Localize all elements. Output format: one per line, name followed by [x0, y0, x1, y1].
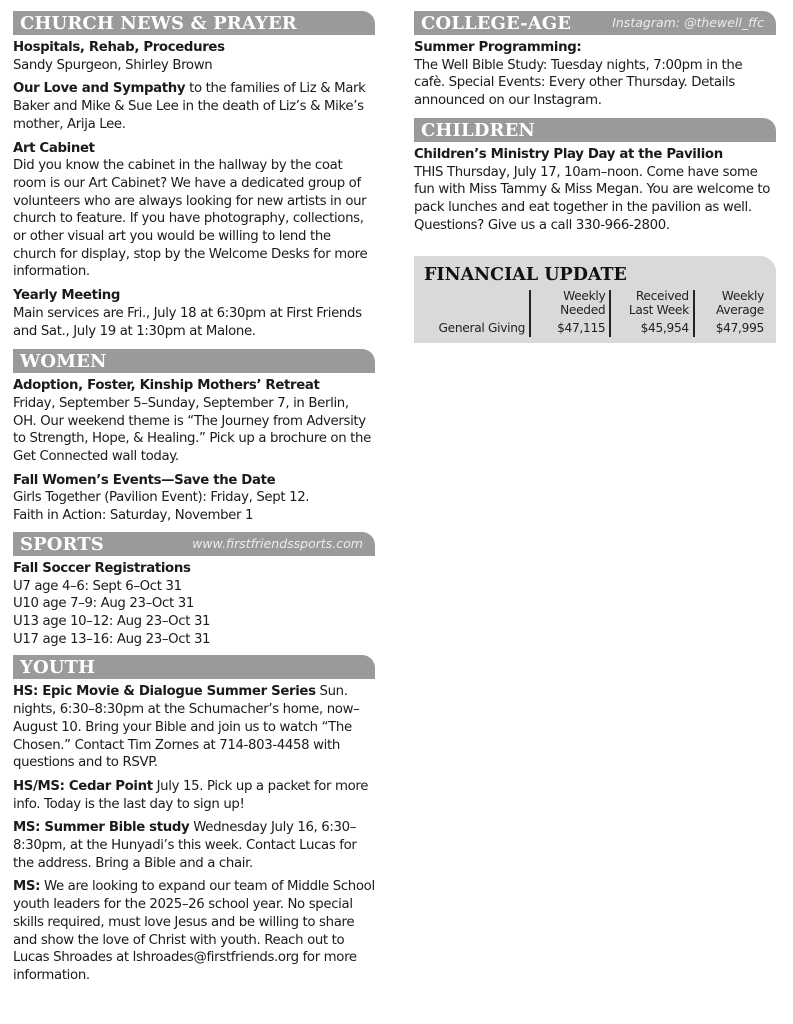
item-text — [13, 683, 375, 772]
hospitals-item — [13, 39, 375, 74]
college-age-header — [414, 11, 776, 35]
fall-events-item — [13, 472, 375, 525]
hs-movie-item — [13, 683, 375, 772]
play-day-item — [414, 146, 776, 235]
children-header — [414, 118, 776, 142]
item-title: Summer Programming: — [414, 40, 582, 55]
left-column — [13, 11, 375, 991]
item-lead: MS: Summer Bible study — [13, 820, 190, 836]
item-lead: HS/MS: Cedar Point — [13, 778, 153, 794]
list-item: U10 age 7–9: Aug 23–Oct 31 — [13, 596, 194, 612]
summer-programming-item — [414, 39, 776, 110]
youth-header — [13, 655, 375, 679]
church-news-header — [13, 11, 375, 35]
section-title: CHILDREN — [421, 119, 535, 141]
item-title: Hospitals, Rehab, Procedures — [13, 40, 225, 55]
sports-header — [13, 532, 375, 556]
column-header-received: Received Last Week — [610, 290, 694, 317]
item-lead: MS: — [13, 879, 41, 895]
item-text — [13, 878, 375, 984]
sympathy-item — [13, 80, 375, 133]
item-body: to the families of Liz & Mark Baker and Mike & Sue Lee in the death of Liz’s & Mike’s mother, Arija Lee. — [13, 81, 366, 132]
average-value: $47,995 — [694, 317, 768, 337]
item-text: Girls Together (Pavilion Event): Friday, Sept 12. — [13, 490, 310, 506]
item-text — [13, 819, 375, 872]
table-header-row — [422, 290, 768, 317]
right-column — [414, 11, 776, 343]
list-item: U7 age 4–6: Sept 6–Oct 31 — [13, 578, 182, 594]
instagram-handle: Instagram: @thewell_ffc — [612, 15, 764, 30]
sports-website-link[interactable]: www.firstfriendssports.com — [192, 535, 363, 551]
received-value: $45,954 — [610, 317, 694, 337]
item-title: Fall Soccer Registrations — [13, 560, 191, 576]
women-header — [13, 349, 375, 373]
table-row — [422, 317, 768, 337]
ms-leaders-item — [13, 878, 375, 984]
item-title: Yearly Meeting — [13, 288, 121, 304]
yearly-meeting-item — [13, 287, 375, 340]
financial-table — [422, 290, 768, 337]
item-text: Friday, September 5–Sunday, September 7, in Berlin, OH. Our weekend theme is “The Journey from Adversity to Strength, Hope, & Healing.” Pick up a brochure on the Get Connected wall today. — [13, 395, 371, 465]
row-label: General Giving — [438, 321, 526, 336]
item-text — [13, 778, 375, 813]
item-title: Adoption, Foster, Kinship Mothers’ Retreat — [13, 378, 320, 394]
column-header-needed: Weekly Needed — [530, 290, 610, 317]
item-body: July 15. Pick up a packet for more info. Today is the last day to sign up! — [13, 778, 369, 812]
item-body: Sun. nights, 6:30–8:30pm at the Schumacher’s home, now–August 10. Bring your Bible and join us to watch “The Chosen.” Contact Tim Zornes at 714-803-4458 with questions and to RSVP. — [13, 684, 360, 771]
item-text: THIS Thursday, July 17, 10am–noon. Come have some fun with Miss Tammy & Miss Megan. You are welcome to pack lunches and eat together in the pavilion as well. Questions? Give us a call 330-966-2800. — [414, 164, 771, 233]
section-title: COLLEGE-AGE — [421, 13, 572, 34]
item-text: The Well Bible Study: Tuesday nights, 7:00pm in the cafè. Special Events: Every other Thursday. Details announced on our Instagram. — [414, 57, 743, 109]
item-text — [13, 80, 375, 133]
art-cabinet-item — [13, 140, 375, 282]
needed-value: $47,115 — [530, 317, 610, 337]
soccer-item — [13, 560, 375, 649]
financial-title: FINANCIAL UPDATE — [424, 265, 627, 286]
item-title: Fall Women’s Events—Save the Date — [13, 472, 276, 488]
item-text: Main services are Fri., July 18 at 6:30pm at First Friends and Sat., July 19 at 1:30pm at Malone. — [13, 305, 362, 339]
section-title: YOUTH — [20, 657, 96, 679]
item-text: Sandy Spurgeon, Shirley Brown — [13, 57, 213, 73]
item-lead: HS: Epic Movie & Dialogue Summer Series — [13, 684, 316, 700]
list-item: U17 age 13–16: Aug 23–Oct 31 — [13, 631, 211, 647]
item-body: Wednesday July 16, 6:30–8:30pm, at the Hunyadi’s this week. Contact Lucas for the address. Bring a Bible and a chair. — [13, 820, 357, 871]
item-text: Faith in Action: Saturday, November 1 — [13, 508, 254, 524]
item-text: Did you know the cabinet in the hallway by the coat room is our Art Cabinet? We have a dedicated group of volunteers who are always looking for new artists in our church to feature. If you have photography, collections, or other visual art you would be willing to lend the church for display, stop by the Welcome Desks for more information. — [13, 158, 368, 280]
retreat-item — [13, 377, 375, 466]
item-title: Children’s Ministry Play Day at the Pavilion — [414, 146, 723, 162]
column-header-average: Weekly Average — [694, 290, 768, 317]
item-lead: Our Love and Sympathy — [13, 81, 186, 97]
section-title: WOMEN — [20, 351, 107, 373]
item-title: Art Cabinet — [13, 140, 95, 156]
section-title: CHURCH NEWS & PRAYER — [20, 13, 297, 34]
list-item: U13 age 10–12: Aug 23–Oct 31 — [13, 613, 211, 629]
ms-bible-study-item — [13, 819, 375, 872]
item-body: We are looking to expand our team of Middle School youth leaders for the 2025–26 school year. No special skills required, must love Jesus and be willing to share and show the love of Christ with youth. Reach out to Lucas Shroades at lshroades@firstfriends.org for more information. — [13, 879, 375, 983]
cedar-point-item — [13, 778, 375, 813]
financial-update-box — [414, 256, 776, 343]
section-title: SPORTS — [20, 533, 104, 555]
